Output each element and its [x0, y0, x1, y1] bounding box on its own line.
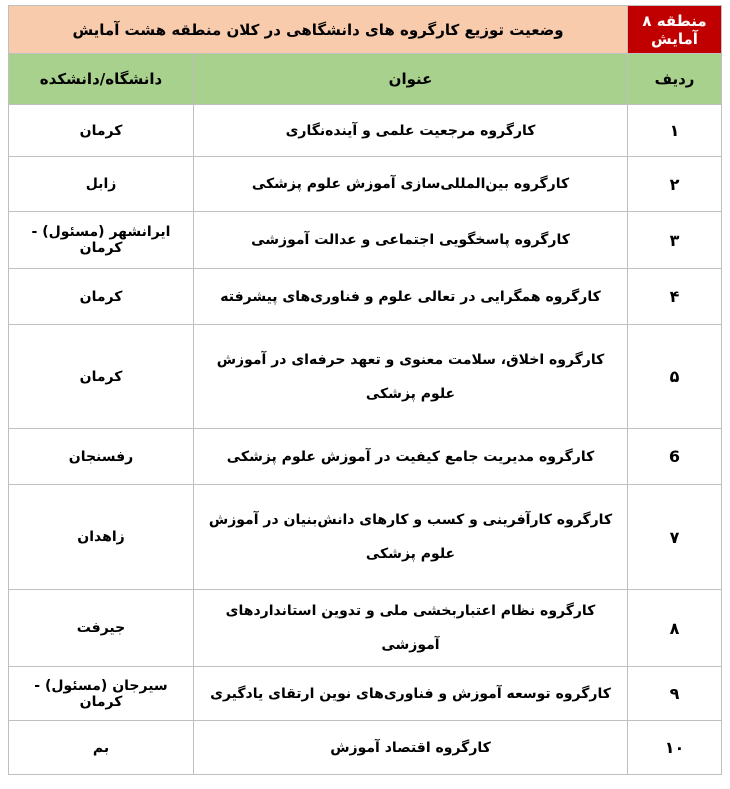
row-title: کارگروه مدیریت جامع کیفیت در آموزش علوم پزشکی	[194, 429, 628, 485]
table-title: وضعیت توزیع کارگروه های دانشگاهی در کلان منطقه هشت آمایش	[9, 6, 628, 54]
row-university: کرمان	[9, 269, 194, 325]
row-university: سیرجان (مسئول) - کرمان	[9, 667, 194, 721]
row-number: ۴	[628, 269, 722, 325]
row-title: کارگروه کارآفرینی و کسب و کارهای دانش‌بنیان در آموزش علوم پزشکی	[194, 485, 628, 590]
table-row	[9, 157, 722, 212]
table-row	[9, 590, 722, 667]
row-university: بم	[9, 721, 194, 775]
title-row	[9, 6, 722, 54]
row-title: کارگروه نظام اعتباربخشی ملی و تدوین استانداردهای آموزشی	[194, 590, 628, 667]
table-row	[9, 212, 722, 269]
row-title: کارگروه پاسخگویی اجتماعی و عدالت آموزشی	[194, 212, 628, 269]
row-number: ۹	[628, 667, 722, 721]
column-header-university: دانشگاه/دانشکده	[9, 54, 194, 105]
row-university: رفسنجان	[9, 429, 194, 485]
table-row	[9, 269, 722, 325]
row-title: کارگروه توسعه آموزش و فناوری‌های نوین ارتقای یادگیری	[194, 667, 628, 721]
row-title: کارگروه همگرایی در تعالی علوم و فناوری‌های پیشرفته	[194, 269, 628, 325]
header-row	[9, 54, 722, 105]
table-row	[9, 105, 722, 157]
row-number: ۵	[628, 325, 722, 429]
row-university: جیرفت	[9, 590, 194, 667]
row-number: ۲	[628, 157, 722, 212]
row-university: کرمان	[9, 325, 194, 429]
row-title: کارگروه مرجعیت علمی و آینده‌نگاری	[194, 105, 628, 157]
row-number: ۷	[628, 485, 722, 590]
row-title: کارگروه اقتصاد آموزش	[194, 721, 628, 775]
row-university: زاهدان	[9, 485, 194, 590]
row-title: کارگروه اخلاق، سلامت معنوی و تعهد حرفه‌ای در آموزش علوم پزشکی	[194, 325, 628, 429]
column-header-row-number: ردیف	[628, 54, 722, 105]
table-row	[9, 325, 722, 429]
table-row	[9, 667, 722, 721]
region-label: منطقه ۸ آمایش	[628, 6, 722, 54]
row-number: ۱	[628, 105, 722, 157]
row-title: کارگروه بین‌المللی‌سازی آموزش علوم پزشکی	[194, 157, 628, 212]
row-number: 6	[628, 429, 722, 485]
distribution-table	[8, 5, 722, 775]
row-university: کرمان	[9, 105, 194, 157]
row-number: ۳	[628, 212, 722, 269]
row-university: ایرانشهر (مسئول) - کرمان	[9, 212, 194, 269]
column-header-title: عنوان	[194, 54, 628, 105]
distribution-table-container	[8, 5, 722, 775]
row-university: زابل	[9, 157, 194, 212]
table-row	[9, 429, 722, 485]
row-number: ۸	[628, 590, 722, 667]
table-row	[9, 721, 722, 775]
row-number: ۱۰	[628, 721, 722, 775]
table-row	[9, 485, 722, 590]
